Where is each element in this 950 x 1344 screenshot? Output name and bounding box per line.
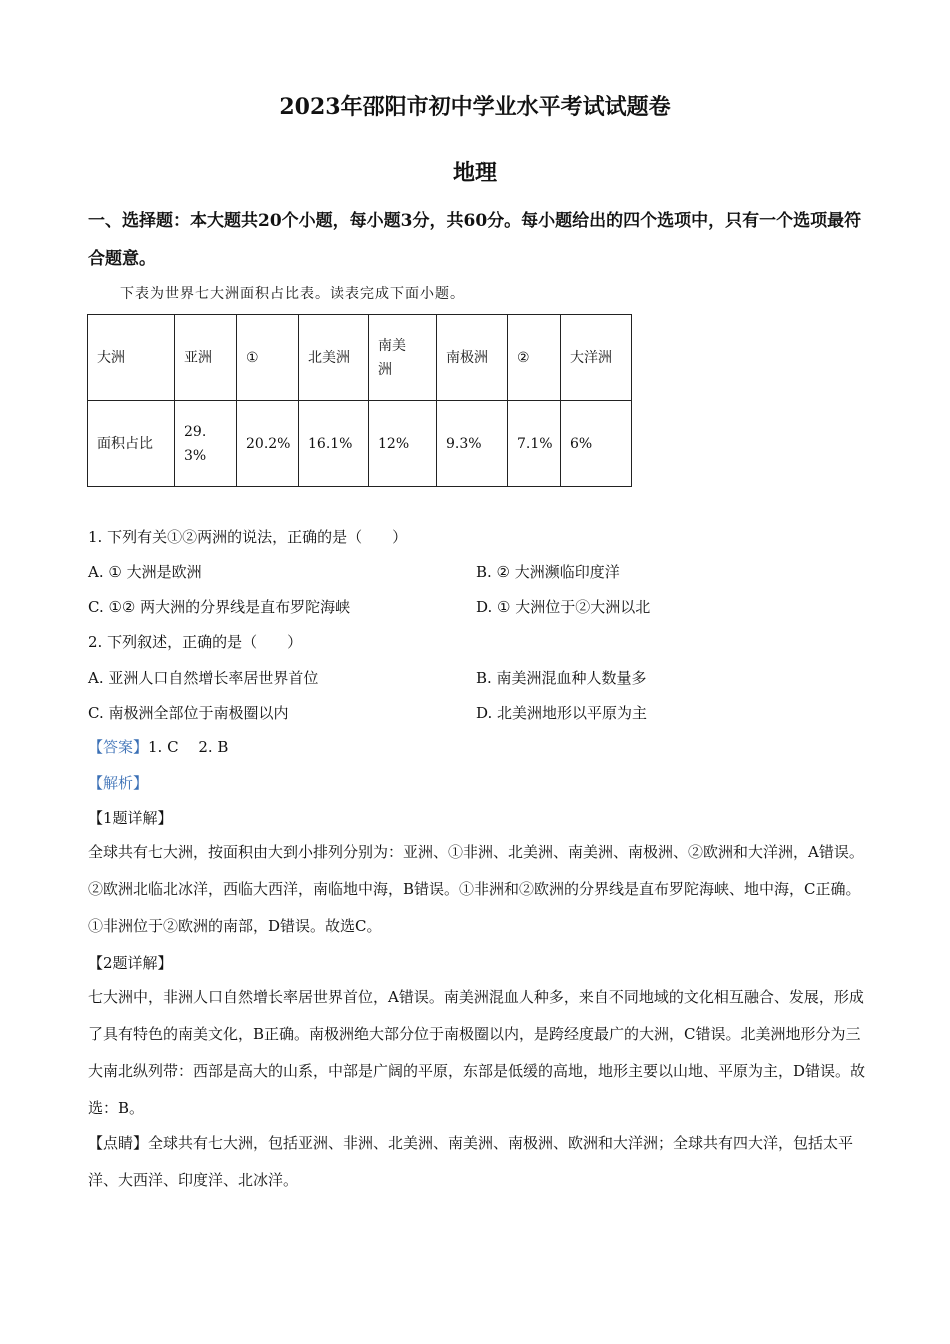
table-cell: 29.3% [175, 401, 237, 487]
table-intro: 下表为世界七大洲面积占比表。读表完成下面小题。 [120, 286, 465, 302]
tip-paragraph [88, 1125, 872, 1199]
subject-title: 地理 [452, 160, 497, 186]
question-1-option-a: A. ① 大洲是欧洲 [88, 563, 202, 581]
table-cell: 16.1% [299, 401, 369, 487]
table-cell: 20.2% [237, 401, 299, 487]
table-cell: 12% [369, 401, 437, 487]
question-1-option-b: B. ② 大洲濒临印度洋 [476, 563, 620, 581]
tip-text: 全球共有七大洲，包括亚洲、非洲、北美洲、南美洲、南极洲、欧洲和大洋洲；全球共有四大洋，包括太平洋、大西洋、印度洋、北冰洋。 [88, 1134, 854, 1189]
table-cell: 6% [561, 401, 632, 487]
table-cell: 大洋洲 [561, 315, 632, 401]
q2-detail-text: 七大洲中，非洲人口自然增长率居世界首位，A错误。南美洲混血人种多，来自不同地域的文化相互融合、发展，形成了具有特色的南美文化，B正确。南极洲绝大部分位于南极圈以内，是跨经度最广的大洲，C错误。北美洲地形分为三大南北纵列带：西部是高大的山系，中部是广阔的平原，东部是低缓的高地，地形主要以山地、平原为主，D错误。故选：B。 [88, 988, 866, 1117]
question-1-stem: 1. 下列有关①②两洲的说法，正确的是（ ） [88, 528, 408, 546]
q1-detail-text: 全球共有七大洲，按面积由大到小排列分别为：亚洲、①非洲、北美洲、南美洲、南极洲、②欧洲和大洋洲，A错误。②欧洲北临北冰洋，西临大西洋，南临地中海，B错误。①非洲和②欧洲的分界线是直布罗陀海峡、地中海，C正确。①非洲位于②欧洲的南部，D错误。故选C。 [88, 843, 864, 935]
table-cell: 大洲 [88, 315, 175, 401]
table-cell: 7.1% [508, 401, 561, 487]
table-header-row [88, 315, 632, 401]
table-cell: ② [508, 315, 561, 401]
question-1-option-c: C. ①② 两大洲的分界线是直布罗陀海峡 [88, 598, 351, 616]
question-2-stem: 2. 下列叙述，正确的是（ ） [88, 633, 303, 651]
tip-label: 【点睛】 [88, 1134, 149, 1152]
analysis-label: 【解析】 [88, 774, 149, 792]
question-2-option-d: D. 北美洲地形以平原为主 [476, 704, 648, 722]
table-cell: 面积占比 [88, 401, 175, 487]
exam-title: 2023年邵阳市初中学业水平考试试题卷 [279, 94, 671, 120]
table-cell: 南美洲 [369, 315, 437, 401]
question-2-option-c: C. 南极洲全部位于南极圈以内 [88, 704, 289, 722]
question-2-option-a: A. 亚洲人口自然增长率居世界首位 [88, 669, 319, 687]
table-cell: 亚洲 [175, 315, 237, 401]
table-cell: ① [237, 315, 299, 401]
question-1-option-d: D. ① 大洲位于②大洲以北 [476, 598, 651, 616]
q1-detail-label: 【1题详解】 [88, 809, 173, 827]
answer-text: 1. C 2. B [148, 738, 229, 756]
answer-line [88, 736, 228, 757]
answer-label: 【答案】 [88, 738, 149, 756]
continent-area-table [87, 314, 632, 487]
question-2-option-b: B. 南美洲混血种人数量多 [476, 669, 647, 687]
table-data-row [88, 401, 632, 487]
table-cell: 南极洲 [437, 315, 508, 401]
table-cell: 9.3% [437, 401, 508, 487]
section-header: 一、选择题：本大题共20个小题，每小题3分，共60分。每小题给出的四个选项中，只有一个选项最符合题意。 [88, 211, 862, 269]
table-cell: 北美洲 [299, 315, 369, 401]
q2-detail-label: 【2题详解】 [88, 954, 173, 972]
